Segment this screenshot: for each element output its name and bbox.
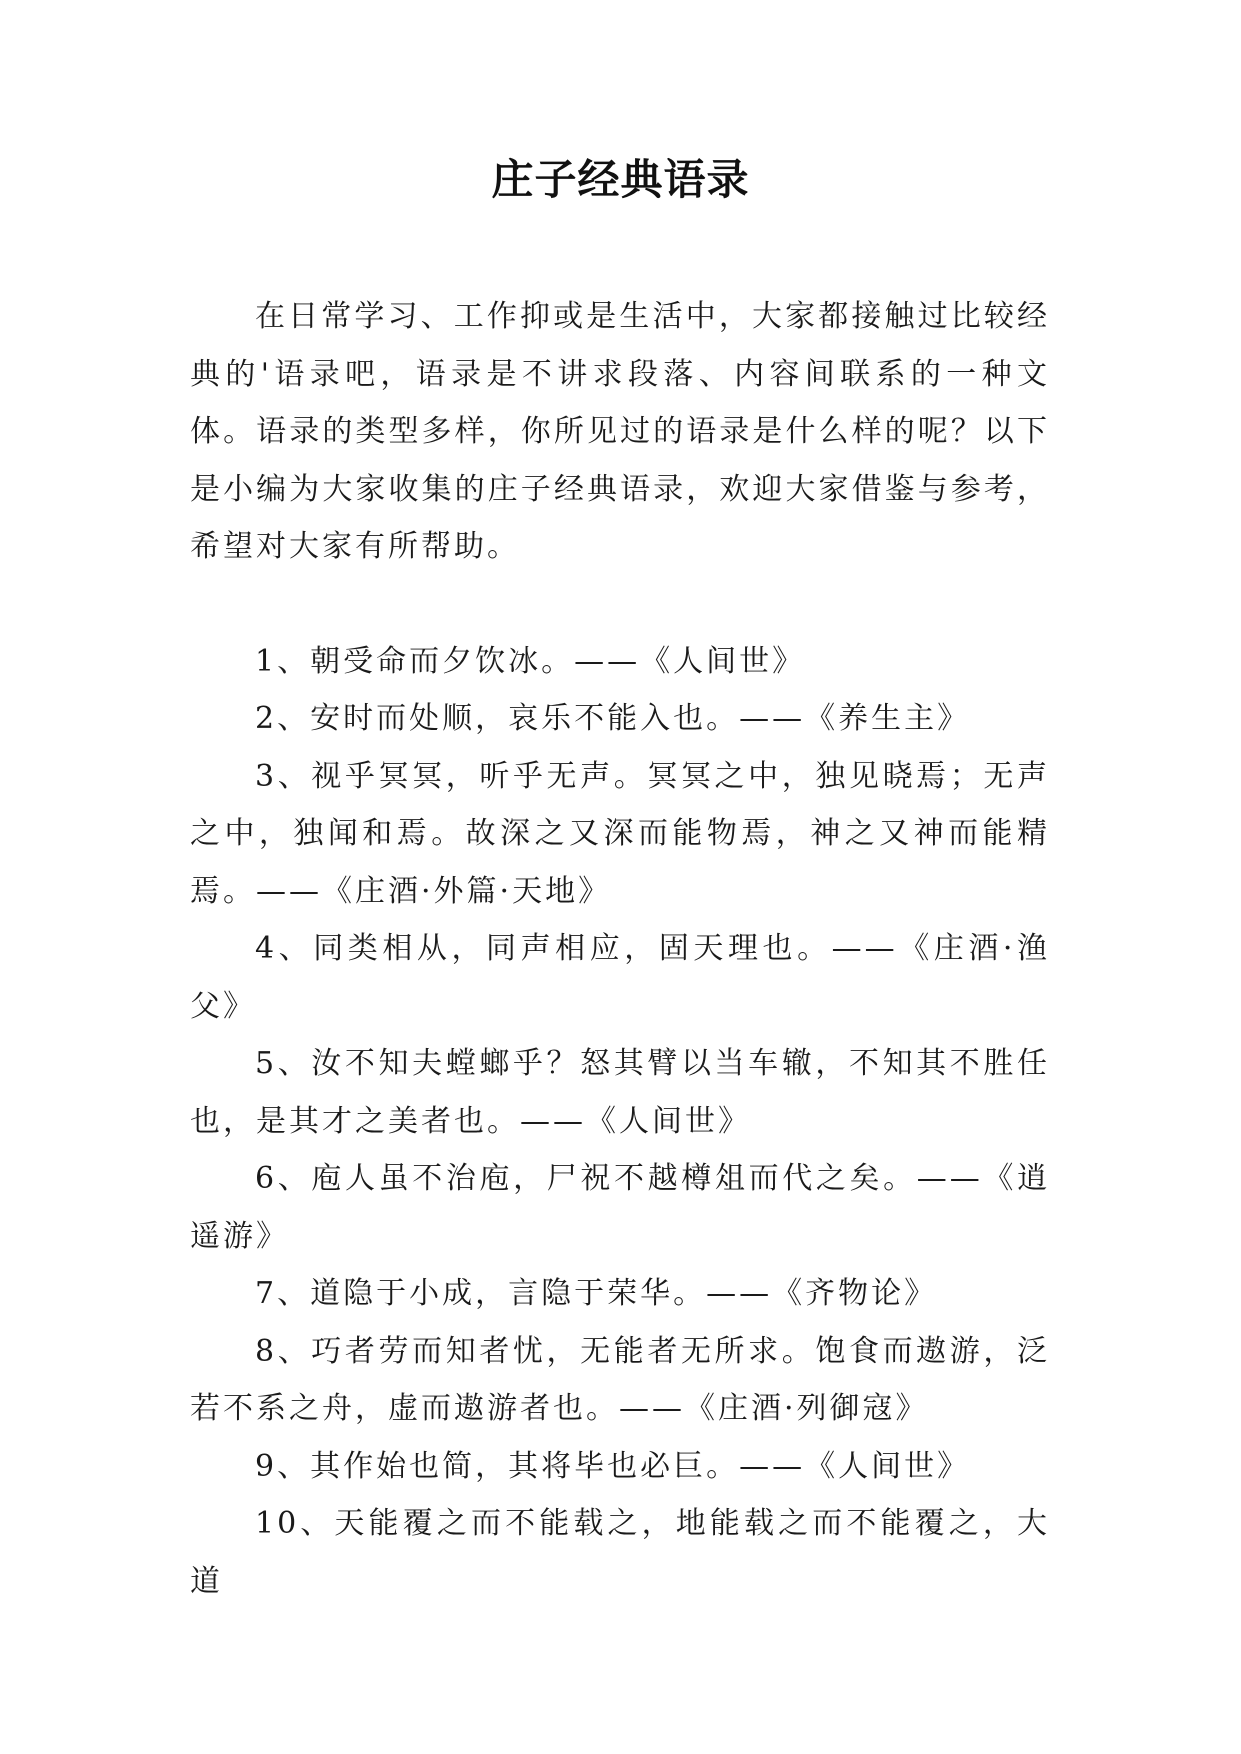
quote-item: 2、安时而处顺，哀乐不能入也。——《养生主》: [255, 701, 971, 736]
document-title: 庄子经典语录: [491, 155, 750, 204]
document-body: [190, 288, 1050, 1610]
quote-item: 8、巧者劳而知者忧，无能者无所求。饱食而遨游，泛若不系之舟，虚而遨游者也。——《庄酒·列御寇》: [190, 1333, 1050, 1426]
quote-item: 10、天能覆之而不能载之，地能载之而不能覆之，大道: [190, 1506, 1050, 1599]
quote-item: 4、同类相从，同声相应，固天理也。——《庄酒·渔父》: [190, 931, 1050, 1024]
quote-item: 1、朝受命而夕饮冰。——《人间世》: [255, 643, 806, 679]
quote-item: 6、庖人虽不治庖，尸祝不越樽俎而代之矣。——《逍遥游》: [190, 1161, 1050, 1254]
quote-item: 3、视乎冥冥，听乎无声。冥冥之中，独见晓焉；无声之中，独闻和焉。故深之又深而能物焉，神之又神而能精焉。——《庄酒·外篇·天地》: [190, 758, 1050, 909]
quote-item: 5、汝不知夫螳螂乎？怒其臂以当车辙，不知其不胜任也，是其才之美者也。——《人间世》: [190, 1046, 1050, 1139]
intro-paragraph: 在日常学习、工作抑或是生活中，大家都接触过比较经典的'语录吧，语录是不讲求段落、内容间联系的一种文体。语录的类型多样，你所见过的语录是什么样的呢？以下是小编为大家收集的庄子经典语录，欢迎大家借鉴与参考，希望对大家有所帮助。: [190, 299, 1050, 564]
quote-item: 9、其作始也简，其将毕也必巨。——《人间世》: [255, 1448, 971, 1484]
quote-item: 7、道隐于小成，言隐于荣华。——《齐物论》: [255, 1276, 938, 1311]
